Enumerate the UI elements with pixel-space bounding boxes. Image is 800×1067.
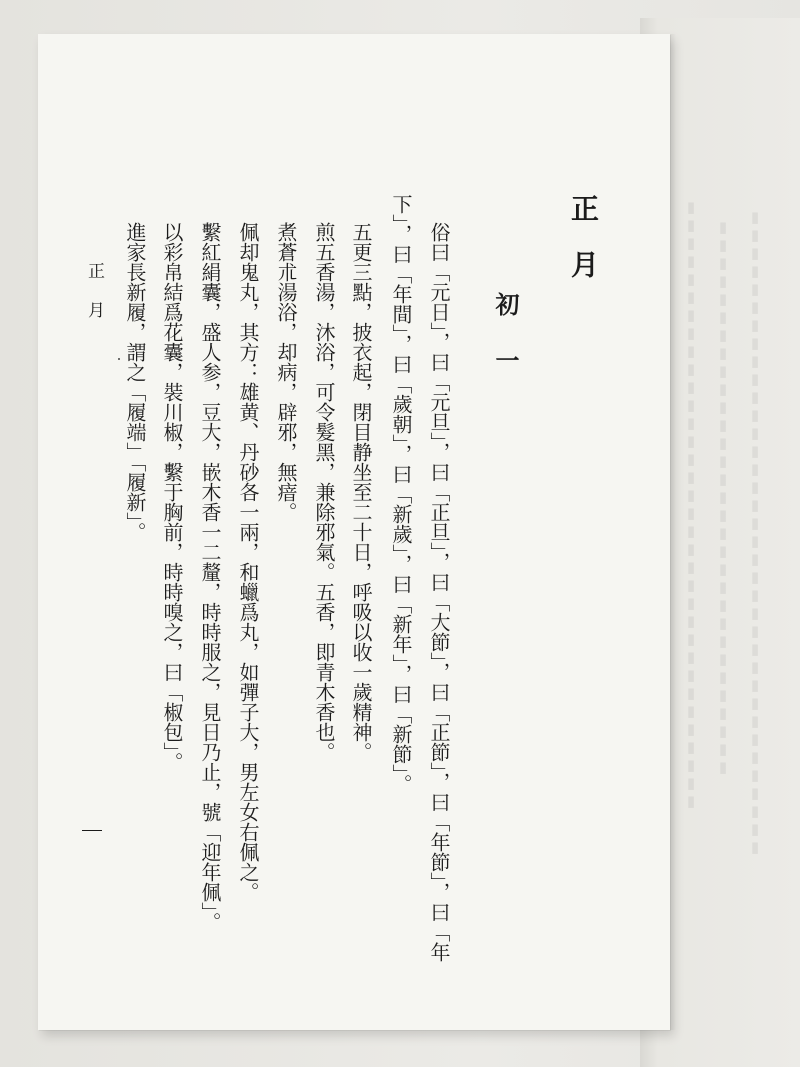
- text-column: 下」，曰「年間」，曰「歲朝」，曰「新歲」，曰「新年」，曰「新節」。: [389, 194, 413, 794]
- text-column: 煮蒼朮湯浴，却病，辟邪，無瘖。: [274, 222, 298, 522]
- page-edge-shadow: [670, 34, 676, 1030]
- bleed-through-text: ▮▮▮▮▮▮▮▮▮▮▮▮▮▮▮▮▮▮▮▮▮▮▮▮▮▮▮▮▮▮▮: [714, 218, 732, 776]
- text-column: 以彩帛結爲花囊，裝川椒，繫于胸前，時時嗅之，曰「椒包」。: [160, 222, 184, 772]
- text-column: 繫紅絹囊，盛人参，豆大，嵌木香一二釐，時時服之，見日乃止，號「迎年佩」。: [198, 222, 222, 932]
- bleed-through-text: ▮▮▮▮▮▮▮▮▮▮▮▮▮▮▮▮▮▮▮▮▮▮▮▮▮▮▮▮▮▮▮▮▮▮: [682, 198, 700, 810]
- section-title: 初一: [491, 292, 520, 404]
- speck: [118, 358, 120, 360]
- text-column: 煎五香湯，沐浴，可令髮黑，兼除邪氣。五香，即青木香也。: [312, 222, 336, 762]
- text-column: 五更三點，披衣起，閉目静坐至二十日，呼吸以收一歲精神。: [349, 222, 373, 762]
- text-column: 俗曰「元日」，曰「元旦」，曰「正旦」，曰「大節」，曰「正節」，曰「年節」，曰「年: [427, 222, 451, 962]
- book-page: [38, 34, 670, 1030]
- page-number: [82, 830, 102, 831]
- bleed-through-text: ▮▮▮▮▮▮▮▮▮▮▮▮▮▮▮▮▮▮▮▮▮▮▮▮▮▮▮▮▮▮▮▮▮▮▮▮: [746, 208, 764, 856]
- text-column: 進家長新履，謂之「履端」「履新」。: [123, 222, 147, 542]
- page-number-text: [38, 34, 39, 35]
- running-head: 正月: [84, 262, 104, 340]
- text-column: 佩却鬼丸，其方：雄黄、丹砂各一兩，和蠟爲丸，如彈子大，男左女右佩之。: [236, 222, 260, 902]
- chapter-title: 正月: [567, 194, 600, 306]
